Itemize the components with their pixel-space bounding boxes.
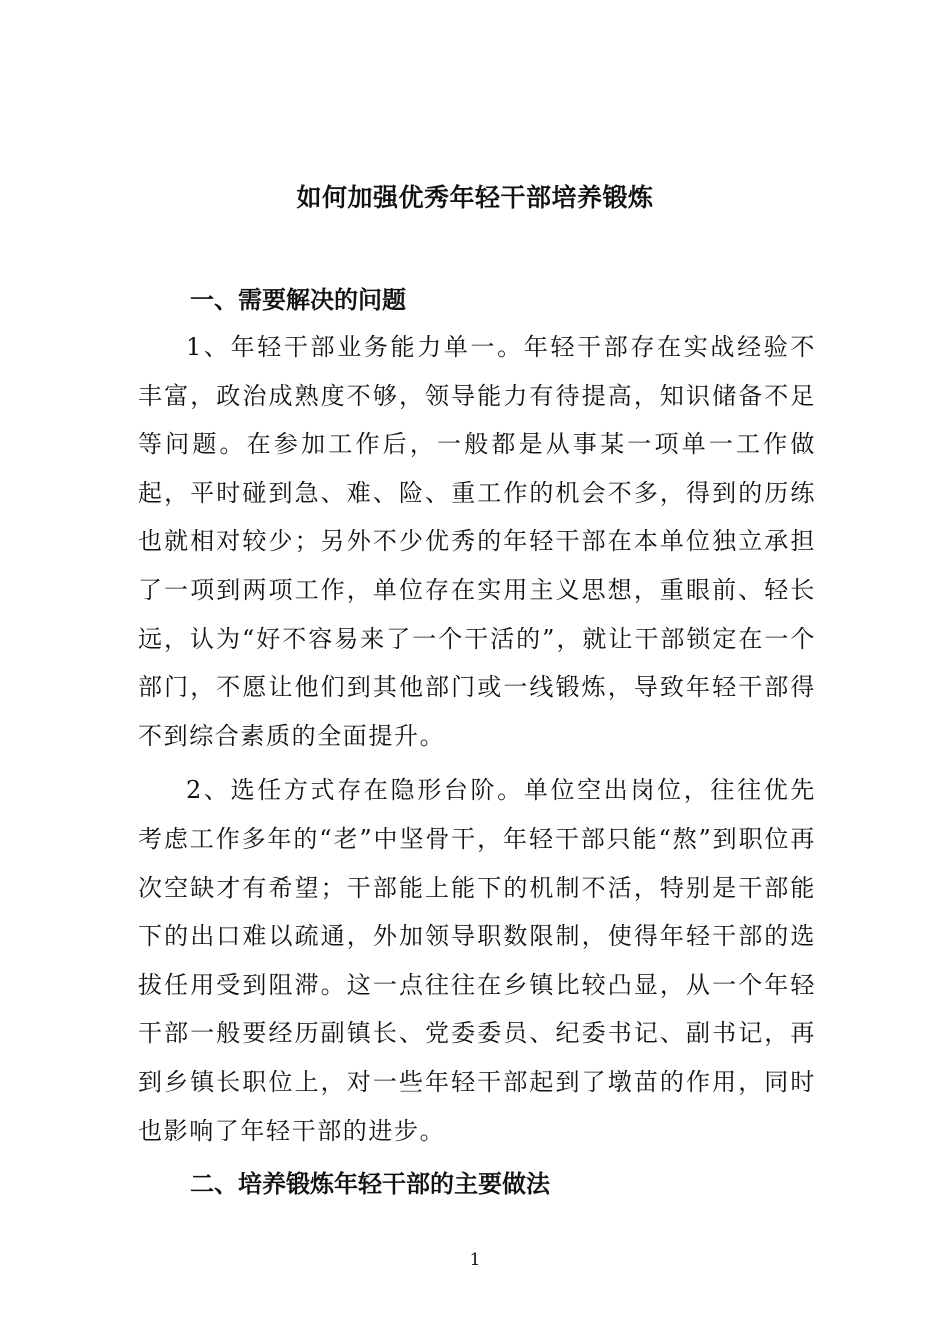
section-heading-2: 二、培养锻炼年轻干部的主要做法 (190, 1169, 550, 1199)
document-title: 如何加强优秀年轻干部培养锻炼 (296, 183, 654, 212)
paragraph-2: 2、选任方式存在隐形台阶。单位空出岗位，往往优先考虑工作多年的“老”中坚骨干，年轻干部只能“熬”到职位再次空缺才有希望；干部能上能下的机制不活，特别是干部能下的出口难以疏通，外加领导职数限制，使得年轻干部的选拔任用受到阻滞。这一点往往在乡镇比较凸显，从一个年轻干部一般要经历副镇长、党委委员、纪委书记、副书记，再到乡镇长职位上，对一些年轻干部起到了墩苗的作用，同时也影响了年轻干部的进步。 (138, 776, 816, 1145)
document-body (138, 277, 816, 1207)
section-heading-1: 一、需要解决的问题 (190, 285, 406, 314)
page-number: 1 (469, 1250, 481, 1270)
paragraph-1: 1、年轻干部业务能力单一。年轻干部存在实战经验不丰富，政治成熟度不够，领导能力有待提高，知识储备不足等问题。在参加工作后，一般都是从事某一项单一工作做起，平时碰到急、难、险、重工作的机会不多，得到的历练也就相对较少；另外不少优秀的年轻干部在本单位独立承担了一项到两项工作，单位存在实用主义思想，重眼前、轻长远，认为“好不容易来了一个干活的”，就让干部锁定在一个部门，不愿让他们到其他部门或一线锻炼，导致年轻干部得不到综合素质的全面提升。 (138, 333, 816, 750)
